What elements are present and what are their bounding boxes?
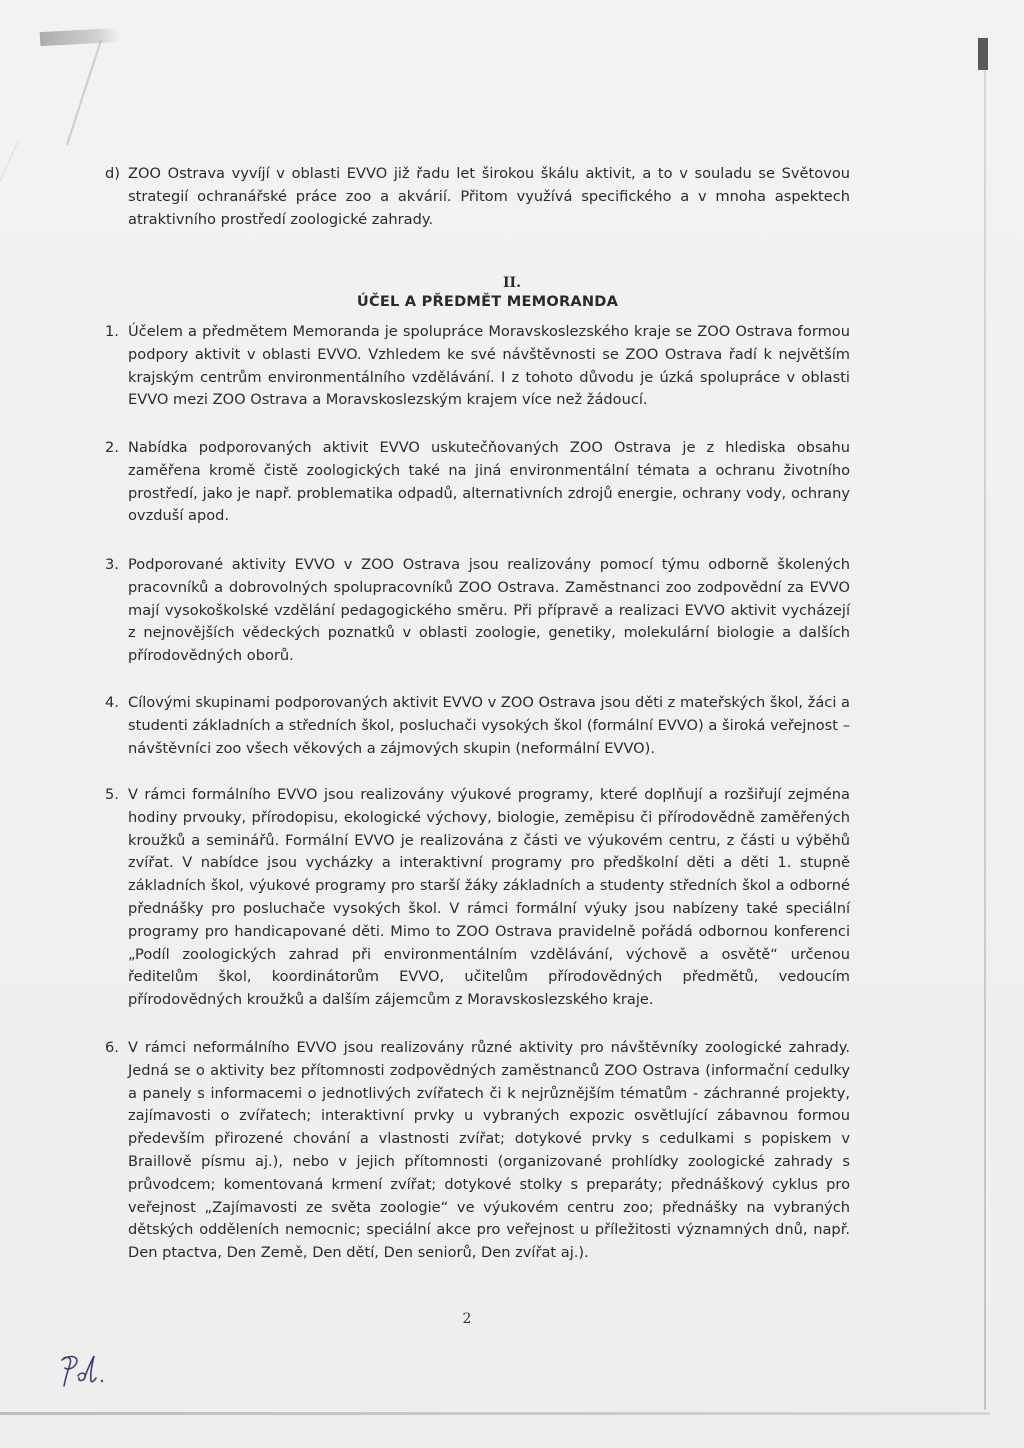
paragraph-text: Nabídka podporovaných aktivit EVVO uskutečňovaných ZOO Ostrava je z hlediska obsahu zaměřena kromě čistě zoologických také na jiná environmentální témata a ochranu životního prostředí, jako je např. problematika odpadů, alternativních zdrojů energie, ochrany vody, ochrany ovzduší apod. <box>128 439 850 525</box>
scan-bottom-edge <box>0 1412 990 1415</box>
section-number: II. <box>503 275 521 291</box>
handwritten-initials-signature <box>58 1350 118 1392</box>
paragraph-marker: 5. <box>105 786 119 803</box>
paragraph-4 <box>105 692 850 760</box>
paragraph-marker: 3. <box>105 556 119 573</box>
paragraph-text: V rámci neformálního EVVO jsou realizovány různé aktivity pro návštěvníky zoologické zahrady. Jedná se o aktivity bez přítomnosti zodpovědných zaměstnanců ZOO Ostrava (informační cedulky a panely s informacemi o jednotlivých zvířatech či k nejrůznějším tématům - záchranné projekty, zajímavosti o zvířatech; interaktivní prvky u vybraných expozic osvětlující zábavnou formou především přirozené chování a vlastnosti zvířat; dotykové prvky s cedulkami s popiskem v Braillově písmu aj.), nebo v jejich přítomnosti (organizované prohlídky zoologické zahrady s průvodcem; komentovaná krmení zvířat; dotykové stolky s preparáty; přednáškový cyklus pro veřejnost „Zajímavosti ze světa zoologie“ ve výukovém centru zoo; přednášky na vybraných dětských odděleních nemocnic; speciální akce pro veřejnost u příležitosti významných dnů, např. Den ptactva, Den Země, Den dětí, Den seniorů, Den zvířat aj.). <box>128 1039 850 1262</box>
page-number: 2 <box>462 1311 472 1327</box>
paragraph-6 <box>105 1037 850 1265</box>
scan-diagonal-line <box>0 140 19 277</box>
paragraph-marker: 1. <box>105 323 119 340</box>
scan-right-edge <box>984 70 986 1410</box>
scan-corner-edge-line <box>66 40 102 145</box>
paragraph-5 <box>105 784 850 1012</box>
paragraph-marker: 6. <box>105 1039 119 1056</box>
scan-folded-corner <box>40 28 121 46</box>
paragraph-text: V rámci formálního EVVO jsou realizovány výukové programy, které doplňují a rozšiřují zejména hodiny prvouky, přírodopisu, ekologické výchovy, biologie, zeměpisu či přírodovědně zaměřených kroužků a seminářů. Formální EVVO je realizována z části ve výukovém centru, z části u výběhů zvířat. V nabídce jsou vycházky a interaktivní programy pro předškolní děti a děti 1. stupně základních škol, výukové programy pro starší žáky základních a studenty středních škol a odborné přednášky pro posluchače vysokých škol. V rámci formální výuky jsou nabízeny také speciální programy pro handicapované děti. Mimo to ZOO Ostrava pravidelně pořádá odbornou konferenci „Podíl zoologických zahrad při environmentálním vzdělávání, výchově a osvětě“ určenou ředitelům škol, koordinátorům EVVO, učitelům přírodovědných předmětů, vedoucím přírodovědných kroužků a dalším zájemcům z Moravskoslezského kraje. <box>128 786 850 1009</box>
paragraph-marker: d) <box>105 165 120 182</box>
paragraph-marker: 4. <box>105 694 119 711</box>
paragraph-marker: 2. <box>105 439 119 456</box>
paragraph-text: Podporované aktivity EVVO v ZOO Ostrava jsou realizovány pomocí týmu odborně školených pracovníků a dobrovolných spolupracovníků ZOO Ostrava. Zaměstnanci zoo zodpovědní za EVVO mají vysokoškolské vzdělání pedagogického směru. Při přípravě a realizaci EVVO aktivit vycházejí z nejnovějších vědeckých poznatků v oblasti zoologie, genetiky, molekulární biologie a dalších přírodovědných oborů. <box>128 556 850 665</box>
paragraph-text: ZOO Ostrava vyvíjí v oblasti EVVO již řadu let širokou škálu aktivit, a to v souladu se Světovou strategií ochranářské práce zoo a akvárií. Přitom využívá specifického a v mnoha aspektech atraktivního prostředí zoologické zahrady. <box>128 165 850 228</box>
paragraph-3 <box>105 554 850 668</box>
paragraph-1 <box>105 321 850 412</box>
paragraph-2 <box>105 437 850 528</box>
section-title: ÚČEL A PŘEDMĚT MEMORANDA <box>356 293 619 310</box>
paragraph-text: Cílovými skupinami podporovaných aktivit EVVO v ZOO Ostrava jsou děti z mateřských škol, žáci a studenti základních a středních škol, posluchači vysokých škol (formální EVVO) a široká veřejnost – návštěvníci zoo všech věkových a zájmových skupin (neformální EVVO). <box>128 694 850 757</box>
scan-binding-mark <box>978 38 988 70</box>
paragraph-text: Účelem a předmětem Memoranda je spolupráce Moravskoslezského kraje se ZOO Ostrava formou podpory aktivit v oblasti EVVO. Vzhledem ke své návštěvnosti se ZOO Ostrava řadí k největším krajským centrům environmentálního vzdělávání. I z tohoto důvodu je úzká spolupráce v oblasti EVVO mezi ZOO Ostrava a Moravskoslezským krajem více než žádoucí. <box>128 323 850 409</box>
paragraph-d <box>105 163 850 231</box>
